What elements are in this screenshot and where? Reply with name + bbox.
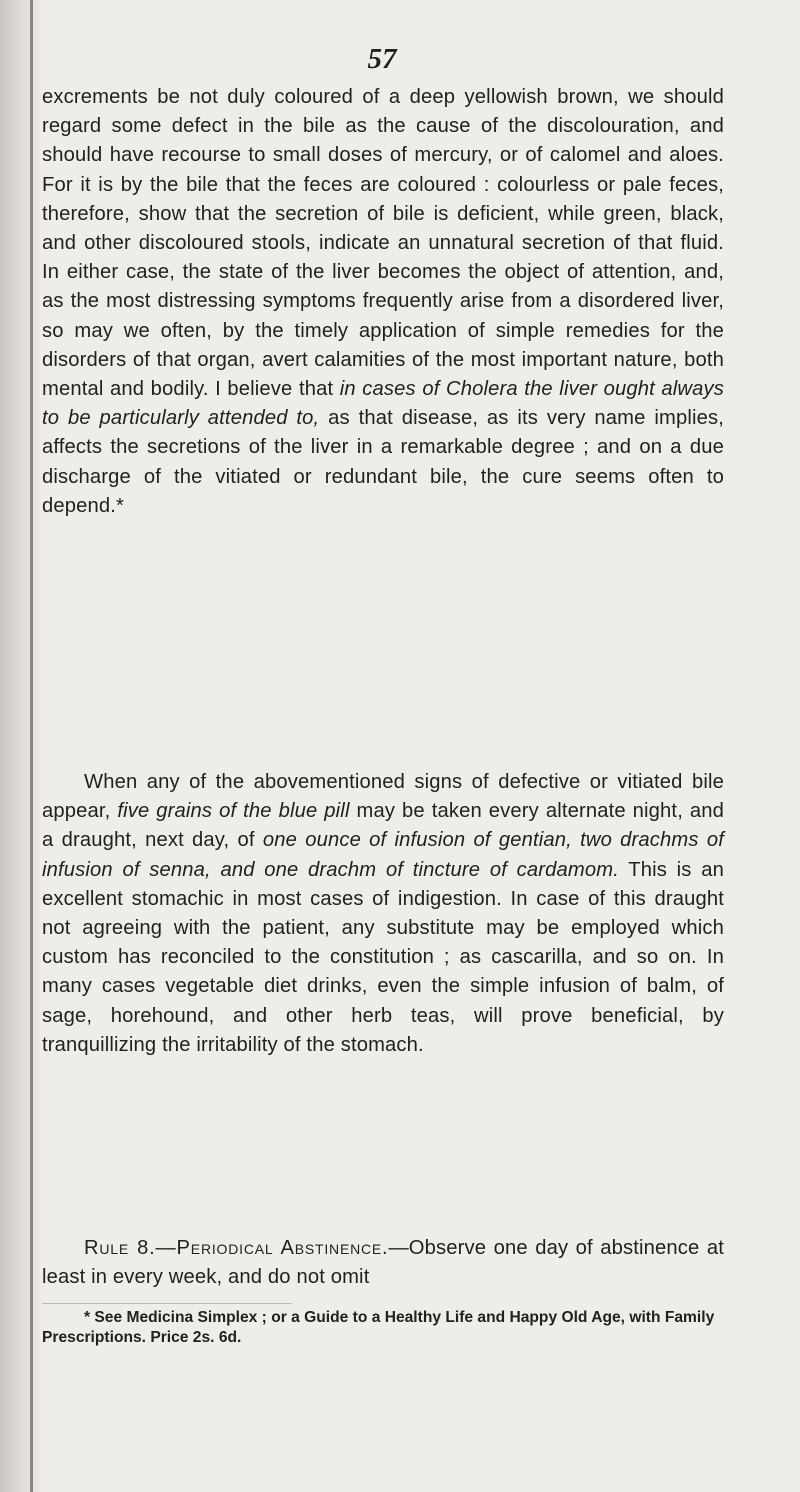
rule-heading: Rule 8.—Periodical Abstinence.: [84, 1237, 389, 1259]
paragraph-2-text-mid: may be taken every alternate night, and a draught, next day, of: [42, 800, 725, 852]
page-number: 57: [367, 43, 397, 75]
paragraph-2-italic-draught: one ounce of infusion of gentian, two drachms of infusion of senna, and one drachm of tincture of cardamom.: [42, 829, 724, 881]
paragraph-2-text-end: This is an excellent stomachic in most cases of indigestion. In case of this draught not agreeing with the patient, any substitute may be employed which custom has reconciled to the constitution ; as cascarilla, and so on. In many cases vegetable diet drinks, even the simple infusion of balm, of sage, horehound, and other herb teas, will prove beneficial, by tranquillizing the irritability of the stomach.: [42, 858, 724, 1056]
footnote: * See Medicina Simplex ; or a Guide to a Healthy Life and Happy Old Age, with Family Prescriptions. Price 2s. 6d.: [42, 1309, 715, 1346]
paragraph-2-italic-dose: five grains of the blue pill: [117, 800, 350, 823]
paragraph-1-text-end: as that disease, as its very name implies, affects the secretions of the liver in a remarkable degree ; and on a due discharge of the vitiated or redundant bile, the cure seems often to depend.*: [42, 407, 724, 517]
paragraph-rule-8: [42, 1234, 724, 1292]
binding-gutter: [0, 0, 40, 1492]
footnote-divider: [42, 1303, 292, 1304]
paragraph-bile-discolouration: [42, 83, 724, 521]
paragraph-remedy: [42, 768, 724, 1060]
rule-text: —Observe one day of abstinence at least in every week, and do not omit: [42, 1237, 724, 1289]
paragraph-1-text: excrements be not duly coloured of a deep yellowish brown, we should regard some defect in the bile as the cause of the discolouration, and should have recourse to small doses of mercury, or of calomel and aloes. For it is by the bile that the feces are coloured : colourless or pale feces, therefore, show that the secretion of bile is deficient, while green, black, and other discoloured stools, indicate an unnatural secretion of that fluid. In either case, the state of the liver becomes the object of attention, and, as the most distressing symptoms frequently arise from a disordered liver, so may we often, by the timely application of simple remedies for the disorders of that organ, avert calamities of the most important nature, both mental and bodily. I believe that: [42, 86, 724, 401]
book-page: [42, 0, 770, 1492]
binding-edge: [30, 0, 33, 1492]
paragraph-1-italic-emphasis: in cases of Cholera the liver ought always to be particularly attended to,: [42, 378, 725, 430]
paragraph-2-text: When any of the abovementioned signs of defective or vitiated bile appear,: [42, 771, 724, 823]
